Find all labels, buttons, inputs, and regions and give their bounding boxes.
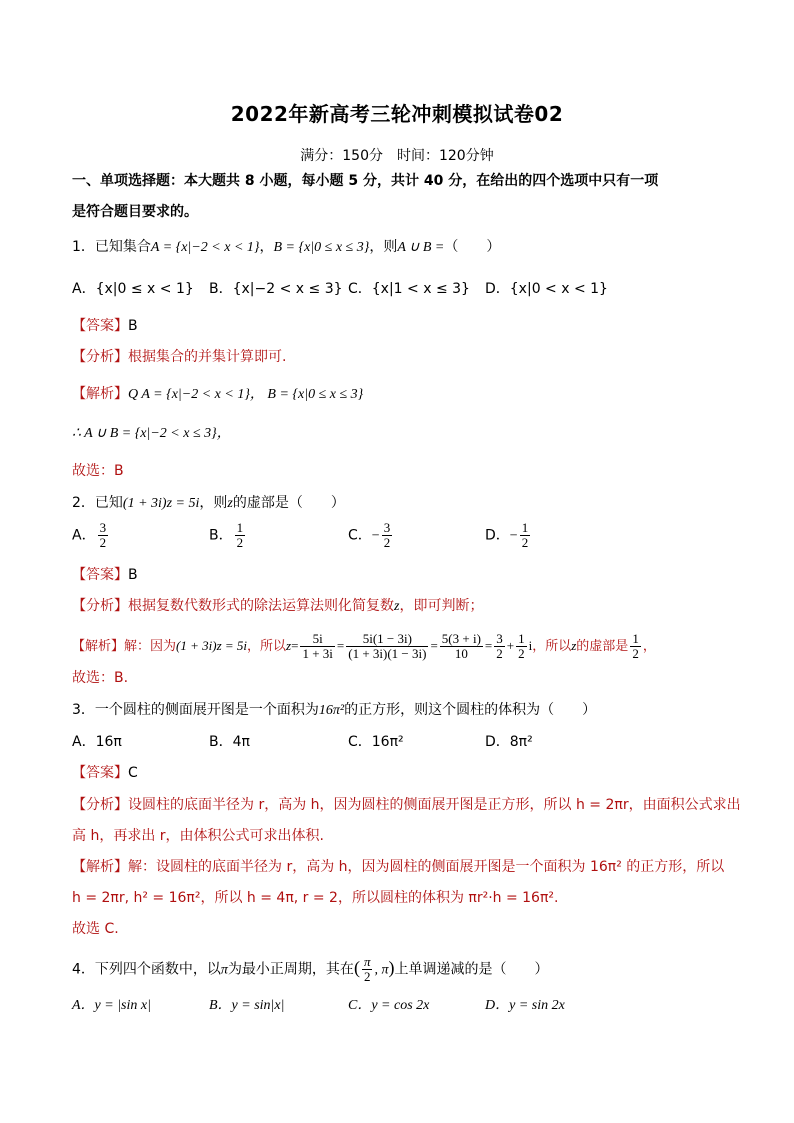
q3-option-a: A．16π bbox=[72, 734, 122, 750]
fraction-denominator: 2 bbox=[632, 646, 639, 661]
answer-value: B bbox=[128, 318, 138, 334]
q2-option-b bbox=[209, 521, 247, 550]
analysis-end: ，即可判断； bbox=[399, 598, 484, 614]
solution-tag: 【解析】 bbox=[72, 639, 125, 654]
q1-solution bbox=[72, 384, 363, 405]
answer-tag: 【答案】 bbox=[72, 567, 128, 583]
solution-tag: 【解析】 bbox=[72, 386, 128, 402]
q4-stem-end: 上单调递减的是（ ） bbox=[394, 961, 549, 978]
section-heading-line1: 一、单项选择题：本大题共 8 小题，每小题 5 分，共计 40 分，在给出的四个选项中只有一项 bbox=[72, 173, 659, 189]
q4-stem-mid: 为最小正周期，其在 bbox=[227, 961, 354, 978]
q4-interval-end: , π bbox=[374, 962, 389, 978]
fraction-numerator: 5i bbox=[300, 632, 334, 647]
imaginary-unit: i bbox=[528, 638, 533, 653]
fraction-denominator: 1 + 3i bbox=[302, 646, 333, 661]
q1-option-b: B．{x|−2 < x ≤ 3} bbox=[209, 281, 343, 297]
analysis-text: 根据集合的并集计算即可. bbox=[128, 349, 287, 365]
analysis-tag: 【分析】 bbox=[72, 349, 128, 365]
q3-answer bbox=[72, 763, 138, 783]
equals-sign: = bbox=[430, 638, 438, 653]
answer-value: B bbox=[128, 567, 138, 583]
equals-sign: = bbox=[336, 638, 345, 653]
q4-stem bbox=[72, 955, 548, 984]
q2-stem-post: ，则 bbox=[199, 495, 228, 511]
equals-sign: = bbox=[291, 638, 299, 653]
fraction-numerator: 3 bbox=[99, 520, 107, 535]
fraction-denominator: 10 bbox=[454, 646, 468, 661]
option-label: C． bbox=[348, 527, 372, 544]
q4-pi: π bbox=[220, 962, 228, 978]
fraction-denominator: 2 bbox=[363, 969, 371, 984]
fraction-denominator: 2 bbox=[99, 535, 107, 550]
q2-stem-end: 的虚部是（ ） bbox=[232, 495, 345, 511]
q2-stem bbox=[72, 493, 345, 514]
q1-sep: ， bbox=[259, 239, 274, 255]
q1-option-d: D．{x|0 < x < 1} bbox=[485, 281, 608, 297]
close-paren: ) bbox=[388, 957, 395, 978]
comma: ， bbox=[642, 639, 656, 654]
q2-choose: 故选：B. bbox=[72, 670, 129, 686]
option-fraction bbox=[520, 521, 531, 550]
q3-analysis bbox=[72, 795, 741, 815]
analysis-text: 根据复数代数形式的除法运算法则化简复数 bbox=[128, 598, 394, 614]
fraction-numerator: 1 bbox=[236, 520, 244, 535]
open-paren: ( bbox=[353, 957, 360, 978]
fraction-denominator: 2 bbox=[496, 646, 503, 661]
solution-z: z bbox=[286, 638, 292, 653]
page-subtitle: 满分：150分 时间：120分钟 bbox=[300, 148, 494, 164]
analysis-z: z bbox=[394, 599, 400, 614]
q4-interval-fraction bbox=[362, 955, 373, 984]
q4-stem-text: 4．下列四个函数中，以 bbox=[72, 961, 221, 978]
q3-stem bbox=[72, 700, 596, 721]
q2-answer bbox=[72, 565, 138, 585]
solution-fraction-2 bbox=[346, 632, 428, 661]
q1-choose: 故选：B bbox=[72, 463, 124, 479]
solution-fraction-1 bbox=[300, 632, 334, 661]
answer-tag: 【答案】 bbox=[72, 765, 128, 781]
q1-set-b: B = {x|0 ≤ x ≤ 3} bbox=[273, 240, 370, 255]
q1-option-a: A．{x|0 ≤ x < 1} bbox=[72, 281, 194, 297]
solution-text: Q A = {x|−2 < x < 1}， B = {x|0 ≤ x ≤ 3} bbox=[128, 387, 364, 402]
q4-option-b: B．y = sin|x| bbox=[209, 998, 285, 1013]
q1-set-a: A = {x|−2 < x < 1} bbox=[150, 240, 260, 255]
q1-option-c: C．{x|1 < x ≤ 3} bbox=[348, 281, 470, 297]
q2-option-d bbox=[485, 521, 532, 550]
q1-solution-line2: ∴ A ∪ B = {x|−2 < x ≤ 3}， bbox=[72, 426, 231, 441]
option-fraction bbox=[382, 521, 393, 550]
fraction-denominator: 2 bbox=[383, 535, 391, 550]
q3-analysis-line2: 高 h，再求出 r，由体积公式可求出体积. bbox=[72, 828, 324, 844]
solution-text: 解：设圆柱的底面半径为 r，高为 h，因为圆柱的侧面展开图是一个面积为 16π² 的正方形，所以 bbox=[128, 859, 725, 875]
q3-option-d: D．8π² bbox=[485, 734, 533, 750]
q2-analysis bbox=[72, 596, 483, 617]
q2-option-a bbox=[72, 521, 110, 550]
option-sign: − bbox=[509, 528, 518, 544]
q3-option-b: B．4π bbox=[209, 734, 250, 750]
q1-union: A ∪ B = bbox=[397, 240, 445, 255]
q4-option-c: C．y = cos 2x bbox=[348, 998, 430, 1013]
solution-fraction-5 bbox=[516, 632, 527, 661]
section-heading-line2: 是符合题目要求的。 bbox=[72, 204, 198, 220]
q1-paren: （ ） bbox=[444, 239, 501, 255]
q3-solution bbox=[72, 857, 724, 877]
fraction-denominator: 2 bbox=[518, 646, 525, 661]
option-sign: − bbox=[371, 528, 380, 544]
solution-fraction-4 bbox=[494, 632, 505, 661]
option-label: D． bbox=[485, 527, 510, 544]
q3-choose: 故选 C. bbox=[72, 921, 119, 937]
fraction-denominator: 2 bbox=[521, 535, 529, 550]
fraction-numerator: 5i(1 − 3i) bbox=[346, 632, 428, 647]
q1-stem-text: 1．已知集合 bbox=[72, 239, 151, 255]
solution-mid: ，所以 bbox=[247, 639, 287, 654]
q3-area: 16π² bbox=[318, 703, 345, 718]
fraction-numerator: 5(3 + i) bbox=[441, 631, 481, 646]
q1-answer bbox=[72, 316, 138, 336]
fraction-numerator: 1 bbox=[521, 520, 529, 535]
plus-sign: + bbox=[506, 638, 515, 653]
q2-z: z bbox=[227, 496, 233, 511]
solution-z: z bbox=[571, 638, 577, 653]
analysis-tag: 【分析】 bbox=[72, 598, 128, 614]
q3-stem-text: 3．一个圆柱的侧面展开图是一个面积为 bbox=[72, 702, 319, 718]
fraction-denominator: 2 bbox=[236, 535, 244, 550]
page-title: 2022年新高考三轮冲刺模拟试卷02 bbox=[230, 102, 564, 126]
q1-stem-post: ，则 bbox=[369, 239, 398, 255]
equals-sign: = bbox=[484, 638, 493, 653]
q4-option-a: A．y = |sin x| bbox=[72, 998, 151, 1013]
fraction-numerator: π bbox=[363, 954, 371, 969]
option-label: A． bbox=[72, 527, 96, 544]
fraction-numerator: 1 bbox=[518, 631, 525, 646]
q3-stem-end: 的正方形，则这个圆柱的体积为（ ） bbox=[344, 702, 597, 718]
solution-equation: (1 + 3i)z = 5i bbox=[176, 638, 248, 653]
q3-option-c: C．16π² bbox=[348, 734, 404, 750]
q4-option-d: D．y = sin 2x bbox=[485, 998, 565, 1013]
option-fraction bbox=[98, 521, 109, 550]
solution-fraction-6 bbox=[630, 632, 641, 661]
solution-fraction-3 bbox=[440, 632, 483, 661]
answer-value: C bbox=[128, 765, 138, 781]
q2-equation: (1 + 3i)z = 5i bbox=[122, 496, 200, 511]
q2-option-c bbox=[348, 521, 394, 550]
solution-text: 解：因为 bbox=[124, 639, 177, 654]
fraction-denominator: (1 + 3i)(1 − 3i) bbox=[348, 646, 427, 661]
analysis-text: 设圆柱的底面半径为 r，高为 h，因为圆柱的侧面展开图是正方形，所以 h = 2πr，由面积公式求出 bbox=[128, 797, 741, 813]
solution-end2: 的虚部是 bbox=[576, 639, 629, 654]
fraction-numerator: 3 bbox=[383, 520, 391, 535]
fraction-numerator: 1 bbox=[632, 631, 639, 646]
option-fraction bbox=[235, 521, 246, 550]
q2-solution bbox=[72, 632, 656, 661]
answer-tag: 【答案】 bbox=[72, 318, 128, 334]
q1-analysis bbox=[72, 347, 286, 367]
solution-tag: 【解析】 bbox=[72, 859, 128, 875]
q2-stem-text: 2．已知 bbox=[72, 495, 123, 511]
analysis-tag: 【分析】 bbox=[72, 797, 128, 813]
q1-stem bbox=[72, 237, 500, 258]
solution-end: ，所以 bbox=[532, 639, 572, 654]
q3-solution-line2: h = 2πr, h² = 16π²，所以 h = 4π, r = 2，所以圆柱的体积为 πr²·h = 16π². bbox=[72, 890, 559, 906]
fraction-numerator: 3 bbox=[496, 631, 503, 646]
option-label: B． bbox=[209, 527, 233, 544]
